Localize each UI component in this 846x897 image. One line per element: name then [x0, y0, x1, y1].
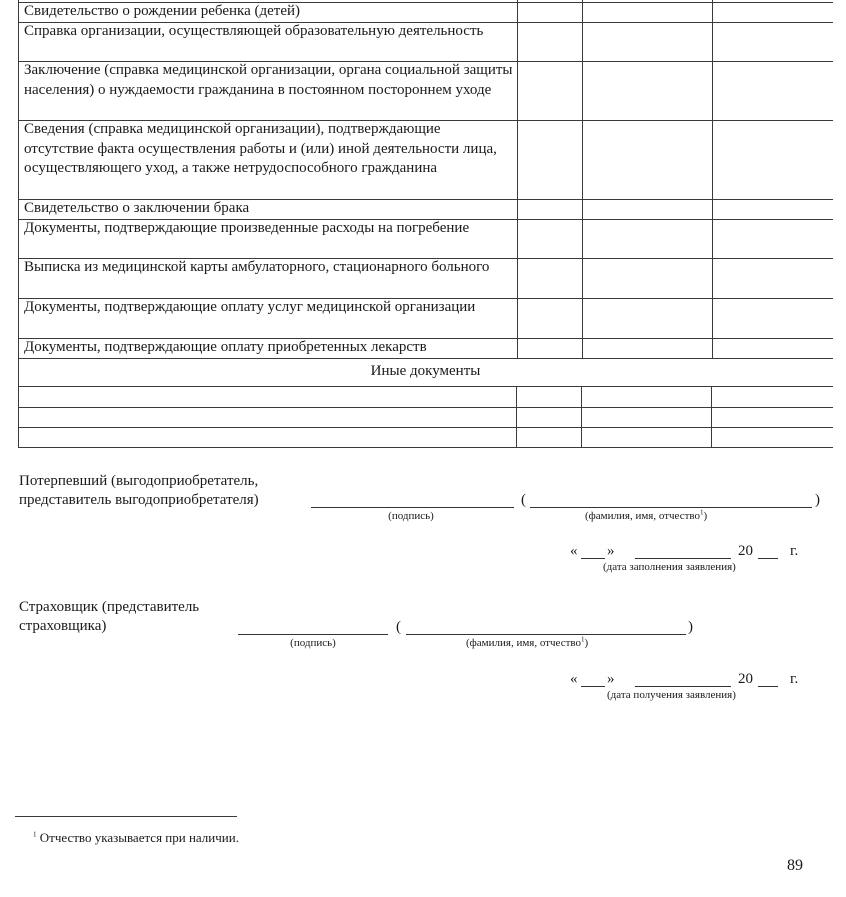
name-caption-end: ) — [703, 510, 708, 522]
column-divider — [517, 0, 518, 358]
insurer-year-field[interactable] — [758, 686, 778, 687]
victim-day-field[interactable] — [581, 558, 605, 559]
table-row-label: Документы, подтверждающие оплату услуг медицинской организации — [24, 299, 476, 315]
year-prefix: 20 — [738, 543, 753, 559]
signature-caption: (подпись) — [388, 510, 434, 522]
column-divider — [516, 386, 517, 447]
table-rule — [18, 447, 833, 448]
close-paren: ) — [688, 619, 693, 635]
open-paren: ( — [521, 492, 526, 508]
footnote-text: Отчество указывается при наличии. — [39, 830, 239, 845]
signature-caption: (подпись) — [290, 637, 336, 649]
date-close-quote: » — [607, 671, 615, 687]
column-divider — [581, 386, 582, 447]
table-row-label: Документы, подтверждающие оплату приобретенных лекарств — [24, 339, 427, 355]
column-divider — [582, 0, 583, 358]
date-open-quote: « — [570, 671, 578, 687]
date-caption: (дата получения заявления) — [607, 689, 736, 701]
year-suffix: г. — [790, 543, 799, 559]
name-caption — [585, 510, 707, 522]
insurer-day-field[interactable] — [581, 686, 605, 687]
footnote — [33, 828, 239, 848]
name-caption-text: (фамилия, имя, отчество — [585, 510, 701, 522]
footnote-separator — [15, 816, 237, 817]
footnote-ref: 1 — [581, 635, 585, 644]
page-number: 89 — [787, 857, 803, 874]
victim-label-line2: представитель выгодоприобретателя) — [19, 492, 259, 508]
victim-month-field[interactable] — [635, 558, 731, 559]
table-row-label: Свидетельство о рождении ребенка (детей) — [24, 3, 301, 19]
date-close-quote: » — [607, 543, 615, 559]
footnote-ref: 1 — [700, 508, 704, 517]
insurer-signature-field[interactable] — [238, 634, 388, 635]
close-paren: ) — [815, 492, 820, 508]
insurer-name-field[interactable] — [406, 634, 686, 635]
table-row-label: Выписка из медицинской карты амбулаторного, стационарного больного — [24, 259, 490, 275]
footnote-marker: 1 — [33, 830, 37, 839]
victim-label-line1: Потерпевший (выгодоприобретатель, — [19, 473, 259, 489]
name-caption — [466, 637, 588, 649]
victim-year-field[interactable] — [758, 558, 778, 559]
table-row-label: Документы, подтверждающие произведенные расходы на погребение — [24, 220, 470, 236]
open-paren: ( — [396, 619, 401, 635]
year-prefix: 20 — [738, 671, 753, 687]
victim-name-field[interactable] — [530, 507, 812, 508]
table-row-label: Сведения (справка медицинской организации), подтверждающие отсутствие факта осуществления работы и (или) иной деятельности лица, осуществляющего уход, а также нетрудоспособного гражданина — [24, 121, 497, 176]
victim-signature-field[interactable] — [311, 507, 514, 508]
date-open-quote: « — [570, 543, 578, 559]
insurer-label-line2: страховщика) — [19, 618, 107, 634]
table-row-label: Справка организации, осуществляющей образовательную деятельность — [24, 23, 484, 39]
year-suffix: г. — [790, 671, 799, 687]
table-row-label: Свидетельство о заключении брака — [24, 200, 250, 216]
column-divider — [711, 386, 712, 447]
section-header: Иные документы — [370, 363, 481, 379]
insurer-month-field[interactable] — [635, 686, 731, 687]
name-caption-end: ) — [584, 637, 589, 649]
table-rule — [18, 358, 833, 359]
date-caption: (дата заполнения заявления) — [603, 561, 736, 573]
name-caption-text: (фамилия, имя, отчество — [466, 637, 582, 649]
column-divider — [712, 0, 713, 358]
table-row-label: Заключение (справка медицинской организации, органа социальной защиты населения) о нуждаемости гражданина в постоянном постороннем уходе — [24, 62, 513, 98]
insurer-label-line1: Страховщик (представитель — [19, 599, 200, 615]
table-border-left — [18, 0, 19, 448]
